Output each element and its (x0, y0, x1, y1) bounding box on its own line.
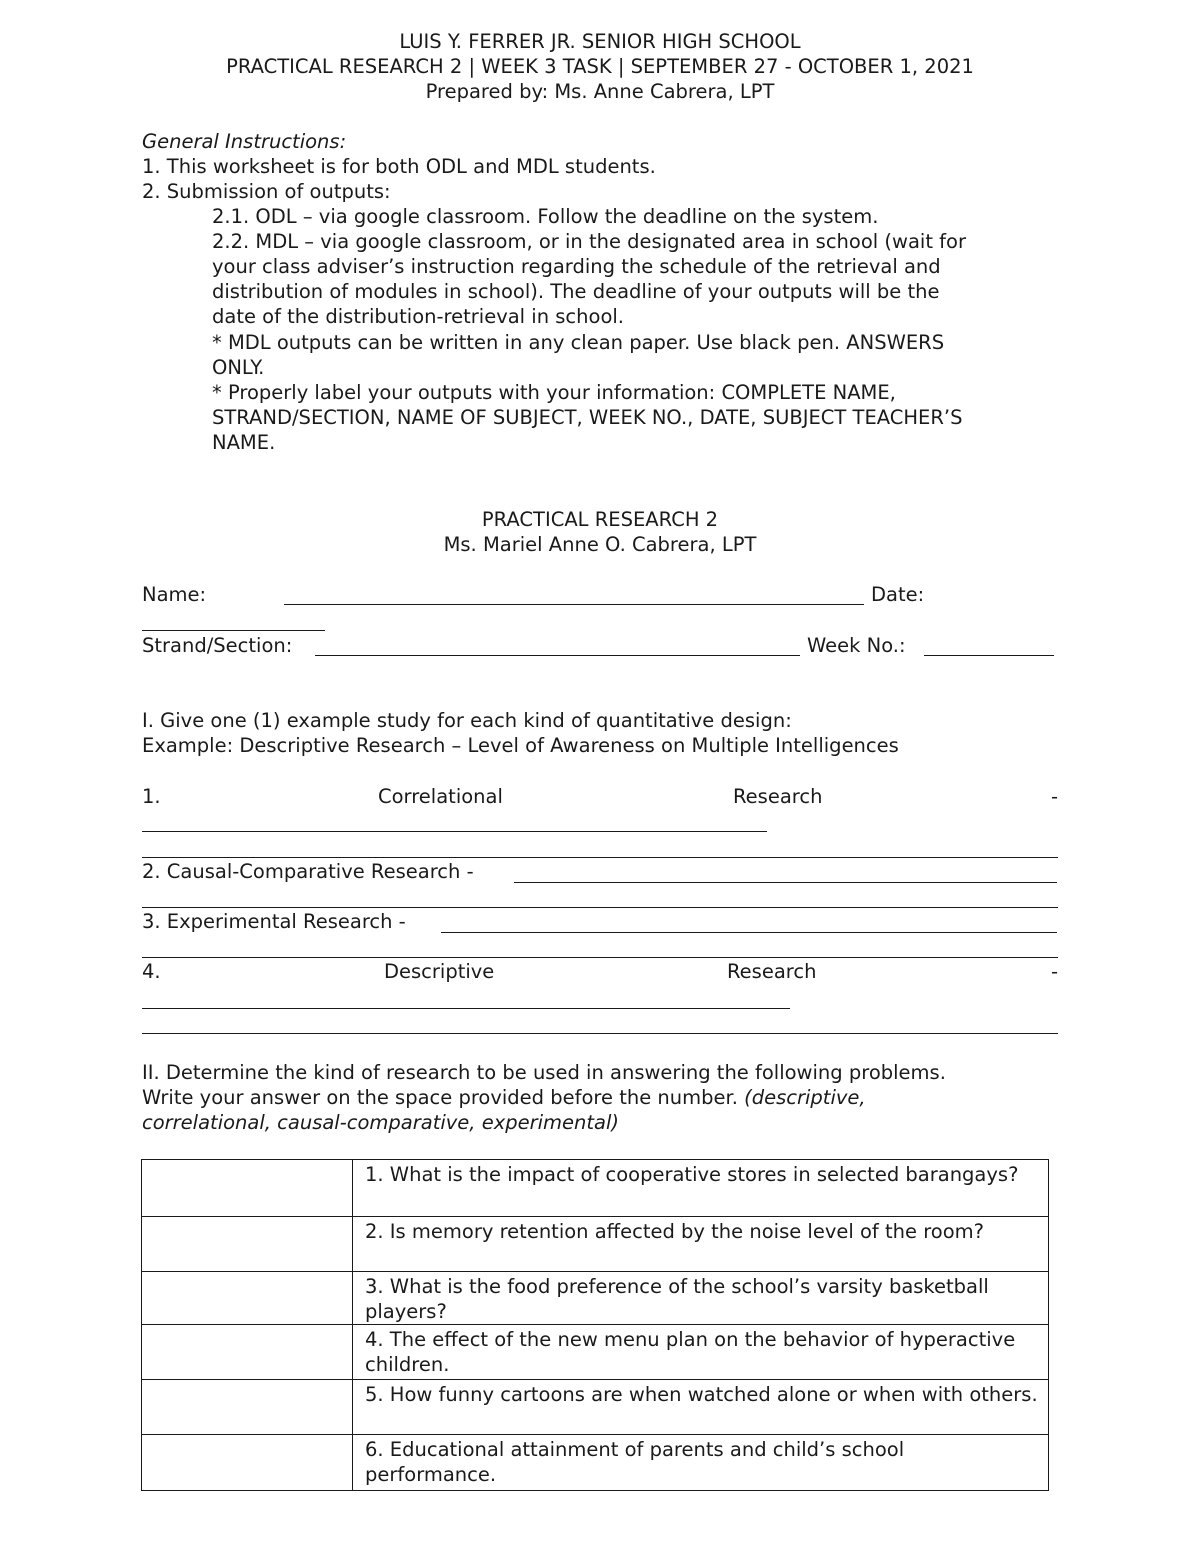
item1-number: 1. (142, 785, 161, 808)
table-row (142, 1160, 1049, 1217)
item3-answer-line[interactable] (441, 932, 1057, 933)
answer-cell[interactable] (142, 1217, 353, 1272)
instruction-item-2: 2. Submission of outputs: (142, 180, 391, 203)
item1-word: Correlational (378, 785, 503, 808)
table-row (142, 1272, 1049, 1325)
name-input-line[interactable] (284, 604, 864, 605)
item3-label: 3. Experimental Research - (142, 910, 406, 933)
item2-label: 2. Causal-Comparative Research - (142, 860, 474, 883)
table-row (142, 1325, 1049, 1380)
item1-answer-line[interactable] (142, 857, 1058, 858)
part1-example: Example: Descriptive Research – Level of Awareness on Multiple Intelligences (142, 734, 899, 757)
instruction-note-line: * Properly label your outputs with your information: COMPLETE NAME, (212, 381, 896, 404)
question-cell: 5. How funny cartoons are when watched alone or when with others. (353, 1380, 1049, 1435)
part1-instruction: I. Give one (1) example study for each kind of quantitative design: (142, 709, 792, 732)
instruction-sub-odl: 2.1. ODL – via google classroom. Follow the deadline on the system. (212, 205, 879, 228)
week-no-label: Week No.: (807, 634, 906, 657)
instruction-note-line: NAME. (212, 431, 276, 454)
worksheet-subtitle: PRACTICAL RESEARCH 2 | WEEK 3 TASK | SEPTEMBER 27 - OCTOBER 1, 2021 (226, 55, 974, 78)
sheet-teacher: Ms. Mariel Anne O. Cabrera, LPT (443, 533, 757, 556)
item1-answer-line[interactable] (142, 831, 767, 832)
instruction-note-line: ONLY. (212, 356, 265, 379)
answer-cell[interactable] (142, 1380, 353, 1435)
date-label: Date: (871, 583, 925, 606)
answer-cell[interactable] (142, 1435, 353, 1491)
answer-cell[interactable] (142, 1325, 353, 1380)
table-row (142, 1380, 1049, 1435)
week-no-input-line[interactable] (924, 655, 1054, 656)
date-input-line[interactable] (142, 630, 325, 631)
item2-answer-line[interactable] (514, 882, 1057, 883)
instruction-sub-mdl-line: your class adviser’s instruction regarding the schedule of the retrieval and (212, 255, 941, 278)
strand-section-input-line[interactable] (315, 655, 800, 656)
item2-answer-line[interactable] (142, 907, 1058, 908)
instructions-title: General Instructions: (142, 130, 347, 153)
sheet-subject: PRACTICAL RESEARCH 2 (481, 508, 719, 531)
instruction-sub-mdl-line: 2.2. MDL – via google classroom, or in the designated area in school (wait for (212, 230, 966, 253)
item4-word: Descriptive (384, 960, 495, 983)
instruction-note-line: STRAND/SECTION, NAME OF SUBJECT, WEEK NO., DATE, SUBJECT TEACHER’S (212, 406, 963, 429)
name-label: Name: (142, 583, 207, 606)
item4-dash: - (1051, 960, 1059, 983)
school-name: LUIS Y. FERRER JR. SENIOR HIGH SCHOOL (399, 30, 801, 53)
item3-answer-line[interactable] (142, 957, 1058, 958)
question-cell: 2. Is memory retention affected by the noise level of the room? (353, 1217, 1049, 1272)
instruction-sub-mdl-line: distribution of modules in school). The deadline of your outputs will be the (212, 280, 940, 303)
part2-instruction-line: II. Determine the kind of research to be used in answering the following problems. (142, 1061, 946, 1084)
table-row (142, 1217, 1049, 1272)
item4-answer-line[interactable] (142, 1008, 790, 1009)
item4-answer-line[interactable] (142, 1033, 1058, 1034)
item1-dash: - (1051, 785, 1059, 808)
question-cell: 6. Educational attainment of parents and child’s school performance. (353, 1435, 1049, 1491)
part2-instruction-text: Write your answer on the space provided before the number. (142, 1086, 738, 1109)
strand-section-label: Strand/Section: (142, 634, 293, 657)
answer-cell[interactable] (142, 1272, 353, 1325)
answer-table (141, 1159, 1049, 1491)
part2-choices-start: (descriptive, (744, 1086, 866, 1109)
question-cell: 3. What is the food preference of the school’s varsity basketball players? (353, 1272, 1049, 1325)
instruction-item-1: 1. This worksheet is for both ODL and MDL students. (142, 155, 656, 178)
part2-instruction-line (142, 1085, 866, 1110)
table-row (142, 1435, 1049, 1491)
answer-cell[interactable] (142, 1160, 353, 1217)
item4-number: 4. (142, 960, 161, 983)
part2-choices: correlational, causal-comparative, experimental) (142, 1111, 620, 1134)
question-cell: 4. The effect of the new menu plan on the behavior of hyperactive children. (353, 1325, 1049, 1380)
instruction-sub-mdl-line: date of the distribution-retrieval in school. (212, 305, 624, 328)
question-cell: 1. What is the impact of cooperative stores in selected barangays? (353, 1160, 1049, 1217)
item4-research: Research (727, 960, 817, 983)
item1-research: Research (733, 785, 823, 808)
instruction-note-line: * MDL outputs can be written in any clean paper. Use black pen. ANSWERS (212, 331, 945, 354)
prepared-by: Prepared by: Ms. Anne Cabrera, LPT (425, 80, 775, 103)
